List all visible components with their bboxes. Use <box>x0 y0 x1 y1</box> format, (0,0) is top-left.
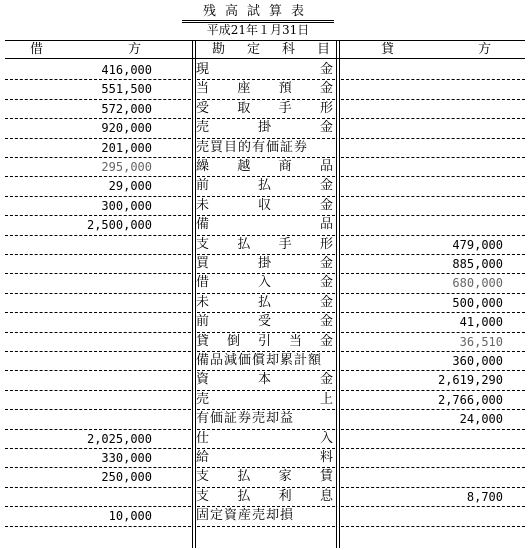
column-rule-right-outer <box>339 40 340 548</box>
column-rule-right-inner <box>336 40 337 548</box>
account-name: 固定資産売却損 <box>196 508 295 524</box>
account-name: 有価証券売却益 <box>196 411 295 427</box>
credit-amount <box>357 467 503 487</box>
credit-amount <box>357 60 503 80</box>
account-name: 前 払 金 <box>196 178 333 194</box>
debit-amount <box>2 370 152 390</box>
account-name: 売 掛 金 <box>196 120 333 136</box>
account-name: 前 受 金 <box>196 314 333 330</box>
debit-amount: 250,000 <box>101 470 152 485</box>
credit-amount: 360,000 <box>452 354 503 368</box>
account-name: 支 払 手 形 <box>196 236 333 252</box>
document-title: 残高試算表 <box>202 4 313 19</box>
debit-amount: 330,000 <box>101 451 152 465</box>
account-name: 現 金 <box>196 62 333 77</box>
credit-amount <box>357 448 503 468</box>
account-name: 受 取 手 形 <box>196 100 333 116</box>
debit-amount <box>2 312 152 332</box>
debit-amount <box>2 235 152 255</box>
header-top-rule <box>5 40 525 41</box>
account-name: 給 料 <box>196 450 333 465</box>
debit-amount: 201,000 <box>101 140 152 155</box>
account-name: 買 掛 金 <box>196 256 333 271</box>
debit-header-char-1: 借 <box>30 42 44 57</box>
credit-amount: 479,000 <box>452 237 503 252</box>
debit-amount <box>2 254 152 274</box>
debit-amount <box>2 487 152 507</box>
debit-amount: 2,500,000 <box>86 218 152 233</box>
credit-amount <box>357 118 503 138</box>
credit-header-char-2: 方 <box>478 42 492 57</box>
debit-amount <box>2 293 152 313</box>
credit-amount: 500,000 <box>452 295 503 310</box>
debit-amount: 551,500 <box>101 82 152 97</box>
debit-amount: 2,025,000 <box>86 431 152 446</box>
credit-amount: 41,000 <box>459 315 503 330</box>
debit-amount: 416,000 <box>101 63 152 77</box>
account-name: 貸 倒 引 当 金 <box>196 333 333 349</box>
credit-amount: 24,000 <box>459 412 503 427</box>
account-name: 未 収 金 <box>196 197 333 213</box>
credit-amount <box>357 138 503 158</box>
credit-amount <box>357 429 503 449</box>
header-bottom-rule <box>5 58 525 59</box>
credit-rule <box>341 526 525 527</box>
credit-amount <box>357 79 503 99</box>
credit-amount <box>357 215 503 235</box>
credit-amount <box>357 196 503 216</box>
credit-amount: 36,510 <box>459 334 503 349</box>
debit-amount: 295,000 <box>101 160 152 174</box>
credit-amount: 2,766,000 <box>437 392 503 407</box>
credit-amount <box>357 176 503 196</box>
credit-amount <box>357 99 503 119</box>
credit-amount <box>357 157 503 177</box>
debit-amount <box>2 273 152 293</box>
account-name: 売 上 <box>196 391 333 407</box>
credit-header-char-1: 貸 <box>381 42 395 57</box>
account-name: 売買目的有価証券 <box>196 139 309 155</box>
account-name: 備 品 <box>196 217 333 233</box>
debit-amount: 300,000 <box>101 198 152 213</box>
debit-amount: 920,000 <box>101 121 152 136</box>
account-name: 資 本 金 <box>196 372 333 388</box>
account-name: 当 座 預 金 <box>196 81 333 97</box>
account-name: 支 払 家 賃 <box>196 469 333 485</box>
debit-rule <box>5 526 191 527</box>
account-name: 借 入 金 <box>196 275 333 291</box>
debit-header-char-2: 方 <box>128 42 142 57</box>
debit-amount: 572,000 <box>101 101 152 116</box>
title-underline <box>182 20 334 21</box>
debit-amount <box>2 332 152 352</box>
account-header-char-4: 目 <box>317 42 331 57</box>
debit-amount <box>2 390 152 410</box>
account-header-char-3: 科 <box>282 42 296 57</box>
debit-amount <box>2 409 152 429</box>
document-date: 平成21年１月31日 <box>206 23 310 37</box>
debit-amount <box>2 351 152 371</box>
account-name: 備品減価償却累計額 <box>196 353 323 368</box>
debit-amount: 29,000 <box>108 179 152 194</box>
credit-amount <box>357 506 503 526</box>
credit-amount: 680,000 <box>452 276 503 291</box>
account-name: 仕 入 <box>196 430 333 446</box>
column-rule-left-outer <box>192 40 193 548</box>
credit-amount: 885,000 <box>452 257 503 271</box>
account-name: 繰 越 商 品 <box>196 159 333 174</box>
account-name: 未 払 金 <box>196 294 333 310</box>
debit-amount: 10,000 <box>108 509 152 524</box>
account-rule <box>197 526 335 527</box>
credit-amount: 8,700 <box>466 489 503 504</box>
account-header-char-2: 定 <box>247 42 261 57</box>
account-name: 支 払 利 息 <box>196 488 333 504</box>
credit-amount: 2,619,290 <box>437 373 503 388</box>
account-header-char-1: 勘 <box>212 42 226 57</box>
